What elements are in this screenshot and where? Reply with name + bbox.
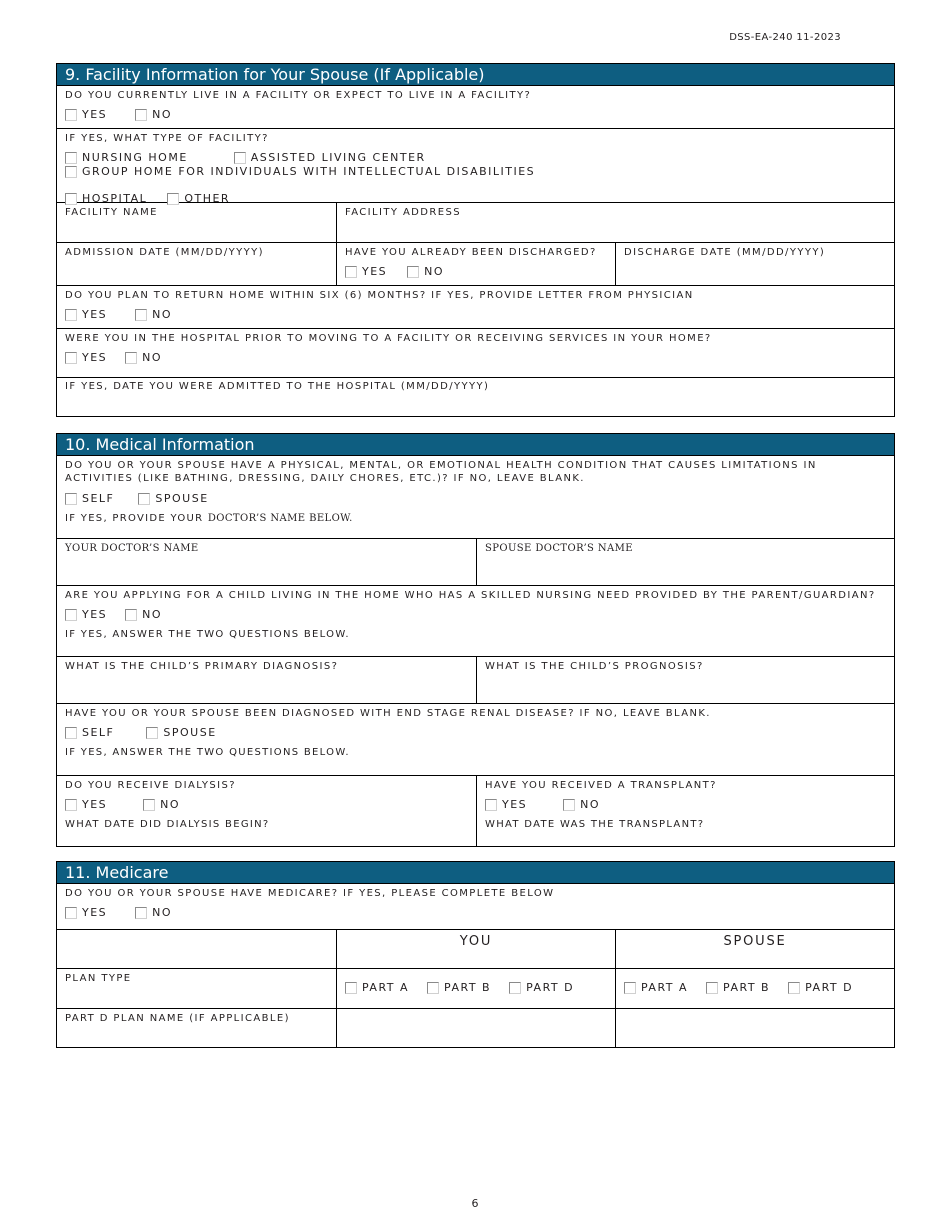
facility-type-other[interactable]: OTHER [167, 192, 230, 206]
hospital-prior-no-option[interactable]: NO [125, 351, 162, 365]
facility-type-hospital[interactable]: HOSPITAL [65, 192, 147, 206]
admission-date-field[interactable]: ADMISSION DATE (MM/DD/YYYY) [65, 247, 264, 258]
checkbox[interactable] [65, 727, 77, 739]
checkbox[interactable] [706, 982, 718, 994]
plan-type-label: PLAN TYPE [65, 973, 132, 984]
row-return-home [57, 285, 894, 328]
checkbox[interactable] [65, 109, 77, 121]
you-part-d-plan-name-field[interactable] [336, 1009, 615, 1047]
checkbox[interactable] [125, 352, 137, 364]
checkbox[interactable] [138, 493, 150, 505]
checkbox[interactable] [135, 907, 147, 919]
column-header-you: YOU [336, 930, 615, 968]
checkbox[interactable] [65, 609, 77, 621]
row-hospital-admit-date [57, 377, 894, 416]
row-part-d-plan-name [57, 1008, 894, 1047]
row-renal-disease [57, 703, 894, 775]
renal-note: IF YES, ANSWER THE TWO QUESTIONS BELOW. [65, 747, 350, 758]
checkbox[interactable] [135, 109, 147, 121]
checkbox[interactable] [788, 982, 800, 994]
facility-type-nursing-home[interactable]: NURSING HOME [65, 151, 188, 165]
section-medicare [56, 861, 895, 1048]
health-condition-note: IF YES, PROVIDE YOUR DOCTOR’S NAME BELOW. [65, 513, 353, 524]
row-child-nursing [57, 585, 894, 656]
renal-spouse-option[interactable]: SPOUSE [146, 726, 216, 740]
row-health-condition [57, 456, 894, 538]
row-facility-type [57, 128, 894, 205]
page-number: 6 [471, 1197, 479, 1210]
part-d-plan-name-label: PART D PLAN NAME (IF APPLICABLE) [65, 1013, 290, 1024]
facility-type-question: IF YES, WHAT TYPE OF FACILITY? [65, 133, 269, 144]
child-nursing-question: ARE YOU APPLYING FOR A CHILD LIVING IN THE HOME WHO HAS A SKILLED NURSING NEED PROVIDED BY THE PARENT/GUARDIAN? [65, 590, 876, 601]
child-nursing-yes-option[interactable]: YES [65, 608, 107, 622]
row-dialysis-transplant [57, 775, 894, 846]
checkbox[interactable] [624, 982, 636, 994]
checkbox[interactable] [427, 982, 439, 994]
section-9-title: 9. Facility Information for Your Spouse (If Applicable) [57, 64, 894, 86]
transplant-question: HAVE YOU RECEIVED A TRANSPLANT? [485, 780, 717, 791]
live-in-facility-yes-option[interactable]: YES [65, 108, 107, 122]
return-home-question: DO YOU PLAN TO RETURN HOME WITHIN SIX (6) MONTHS? IF YES, PROVIDE LETTER FROM PHYSICIAN [65, 290, 694, 301]
checkbox[interactable] [65, 152, 77, 164]
has-medicare-no-option[interactable]: NO [135, 906, 172, 920]
spouse-doctor-name-field[interactable]: SPOUSE DOCTOR’S NAME [476, 539, 894, 585]
facility-type-assisted-living[interactable]: ASSISTED LIVING CENTER [234, 151, 426, 165]
row-child-diagnosis-prognosis [57, 656, 894, 703]
hospital-prior-question: WERE YOU IN THE HOSPITAL PRIOR TO MOVING TO A FACILITY OR RECEIVING SERVICES IN YOUR HOME? [65, 333, 712, 344]
checkbox[interactable] [407, 266, 419, 278]
checkbox[interactable] [234, 152, 246, 164]
section-medical-information [56, 433, 895, 847]
section-11-title: 11. Medicare [57, 862, 894, 884]
dialysis-question: DO YOU RECEIVE DIALYSIS? [65, 780, 236, 791]
checkbox[interactable] [65, 799, 77, 811]
transplant-no-option[interactable]: NO [563, 798, 600, 812]
empty-header-cell [57, 930, 336, 968]
child-diagnosis-field[interactable]: WHAT IS THE CHILD’S PRIMARY DIAGNOSIS? [65, 661, 339, 672]
health-condition-spouse-option[interactable]: SPOUSE [138, 492, 208, 506]
child-nursing-no-option[interactable]: NO [125, 608, 162, 622]
form-id: DSS-EA-240 11-2023 [729, 32, 841, 43]
transplant-yes-option[interactable]: YES [485, 798, 527, 812]
row-facility-name-address [57, 202, 894, 242]
discharged-question: HAVE YOU ALREADY BEEN DISCHARGED? [345, 247, 597, 258]
checkbox[interactable] [65, 493, 77, 505]
row-plan-type [57, 968, 894, 1008]
dialysis-no-option[interactable]: NO [143, 798, 180, 812]
health-condition-question: DO YOU OR YOUR SPOUSE HAVE A PHYSICAL, MENTAL, OR EMOTIONAL HEALTH CONDITION THAT CAUSES LIMITATIONS IN ACTIVITIES (LIKE BATHING, DRESSING, DAILY CHORES, ETC.)? IF NO, LEAVE BLANK. [65, 460, 817, 484]
checkbox[interactable] [65, 907, 77, 919]
row-doctor-names [57, 538, 894, 585]
facility-name-field[interactable]: FACILITY NAME [65, 207, 158, 218]
return-home-no-option[interactable]: NO [135, 308, 172, 322]
checkbox[interactable] [563, 799, 575, 811]
hospital-prior-yes-option[interactable]: YES [65, 351, 107, 365]
renal-disease-question: HAVE YOU OR YOUR SPOUSE BEEN DIAGNOSED WITH END STAGE RENAL DISEASE? IF NO, LEAVE BLANK. [65, 708, 711, 719]
section-facility-spouse [56, 63, 895, 417]
checkbox[interactable] [345, 266, 357, 278]
transplant-date-label: WHAT DATE WAS THE TRANSPLANT? [485, 819, 705, 830]
row-has-medicare [57, 884, 894, 929]
facility-type-group-home[interactable]: GROUP HOME FOR INDIVIDUALS WITH INTELLECTUAL DISABILITIES [65, 165, 535, 179]
dialysis-date-label: WHAT DATE DID DIALYSIS BEGIN? [65, 819, 270, 830]
checkbox[interactable] [146, 727, 158, 739]
spouse-part-a-option[interactable]: PART A [624, 981, 688, 995]
renal-self-option[interactable]: SELF [65, 726, 114, 740]
has-medicare-question: DO YOU OR YOUR SPOUSE HAVE MEDICARE? IF YES, PLEASE COMPLETE BELOW [65, 888, 555, 899]
child-prognosis-field[interactable]: WHAT IS THE CHILD’S PROGNOSIS? [476, 657, 894, 703]
live-in-facility-no-option[interactable]: NO [135, 108, 172, 122]
spouse-part-d-plan-name-field[interactable] [615, 1009, 894, 1047]
row-hospital-prior [57, 328, 894, 377]
child-nursing-note: IF YES, ANSWER THE TWO QUESTIONS BELOW. [65, 629, 350, 640]
row-admission-discharge [57, 242, 894, 285]
live-in-facility-question: DO YOU CURRENTLY LIVE IN A FACILITY OR EXPECT TO LIVE IN A FACILITY? [65, 90, 532, 101]
health-condition-self-option[interactable]: SELF [65, 492, 114, 506]
checkbox[interactable] [485, 799, 497, 811]
hospital-admit-date-field[interactable]: IF YES, DATE YOU WERE ADMITTED TO THE HOSPITAL (MM/DD/YYYY) [65, 381, 490, 392]
you-part-b-option[interactable]: PART B [427, 981, 491, 995]
discharged-no-option[interactable]: NO [407, 265, 444, 279]
discharged-yes-option[interactable]: YES [345, 265, 387, 279]
checkbox[interactable] [65, 352, 77, 364]
checkbox[interactable] [65, 166, 77, 178]
section-10-title: 10. Medical Information [57, 434, 894, 456]
return-home-yes-option[interactable]: YES [65, 308, 107, 322]
your-doctor-name-field[interactable]: YOUR DOCTOR’S NAME [65, 543, 199, 554]
column-header-spouse: SPOUSE [615, 930, 894, 968]
you-part-d-option[interactable]: PART D [509, 981, 574, 995]
dialysis-yes-option[interactable]: YES [65, 798, 107, 812]
checkbox[interactable] [345, 982, 357, 994]
spouse-part-d-option[interactable]: PART D [788, 981, 853, 995]
facility-address-field[interactable]: FACILITY ADDRESS [336, 203, 894, 242]
spouse-part-b-option[interactable]: PART B [706, 981, 770, 995]
checkbox[interactable] [143, 799, 155, 811]
discharge-date-field[interactable]: DISCHARGE DATE (MM/DD/YYYY) [615, 243, 894, 285]
checkbox[interactable] [65, 309, 77, 321]
checkbox[interactable] [509, 982, 521, 994]
row-live-in-facility [57, 86, 894, 128]
checkbox[interactable] [135, 309, 147, 321]
row-medicare-column-headers [57, 929, 894, 968]
checkbox[interactable] [125, 609, 137, 621]
you-part-a-option[interactable]: PART A [345, 981, 409, 995]
has-medicare-yes-option[interactable]: YES [65, 906, 107, 920]
